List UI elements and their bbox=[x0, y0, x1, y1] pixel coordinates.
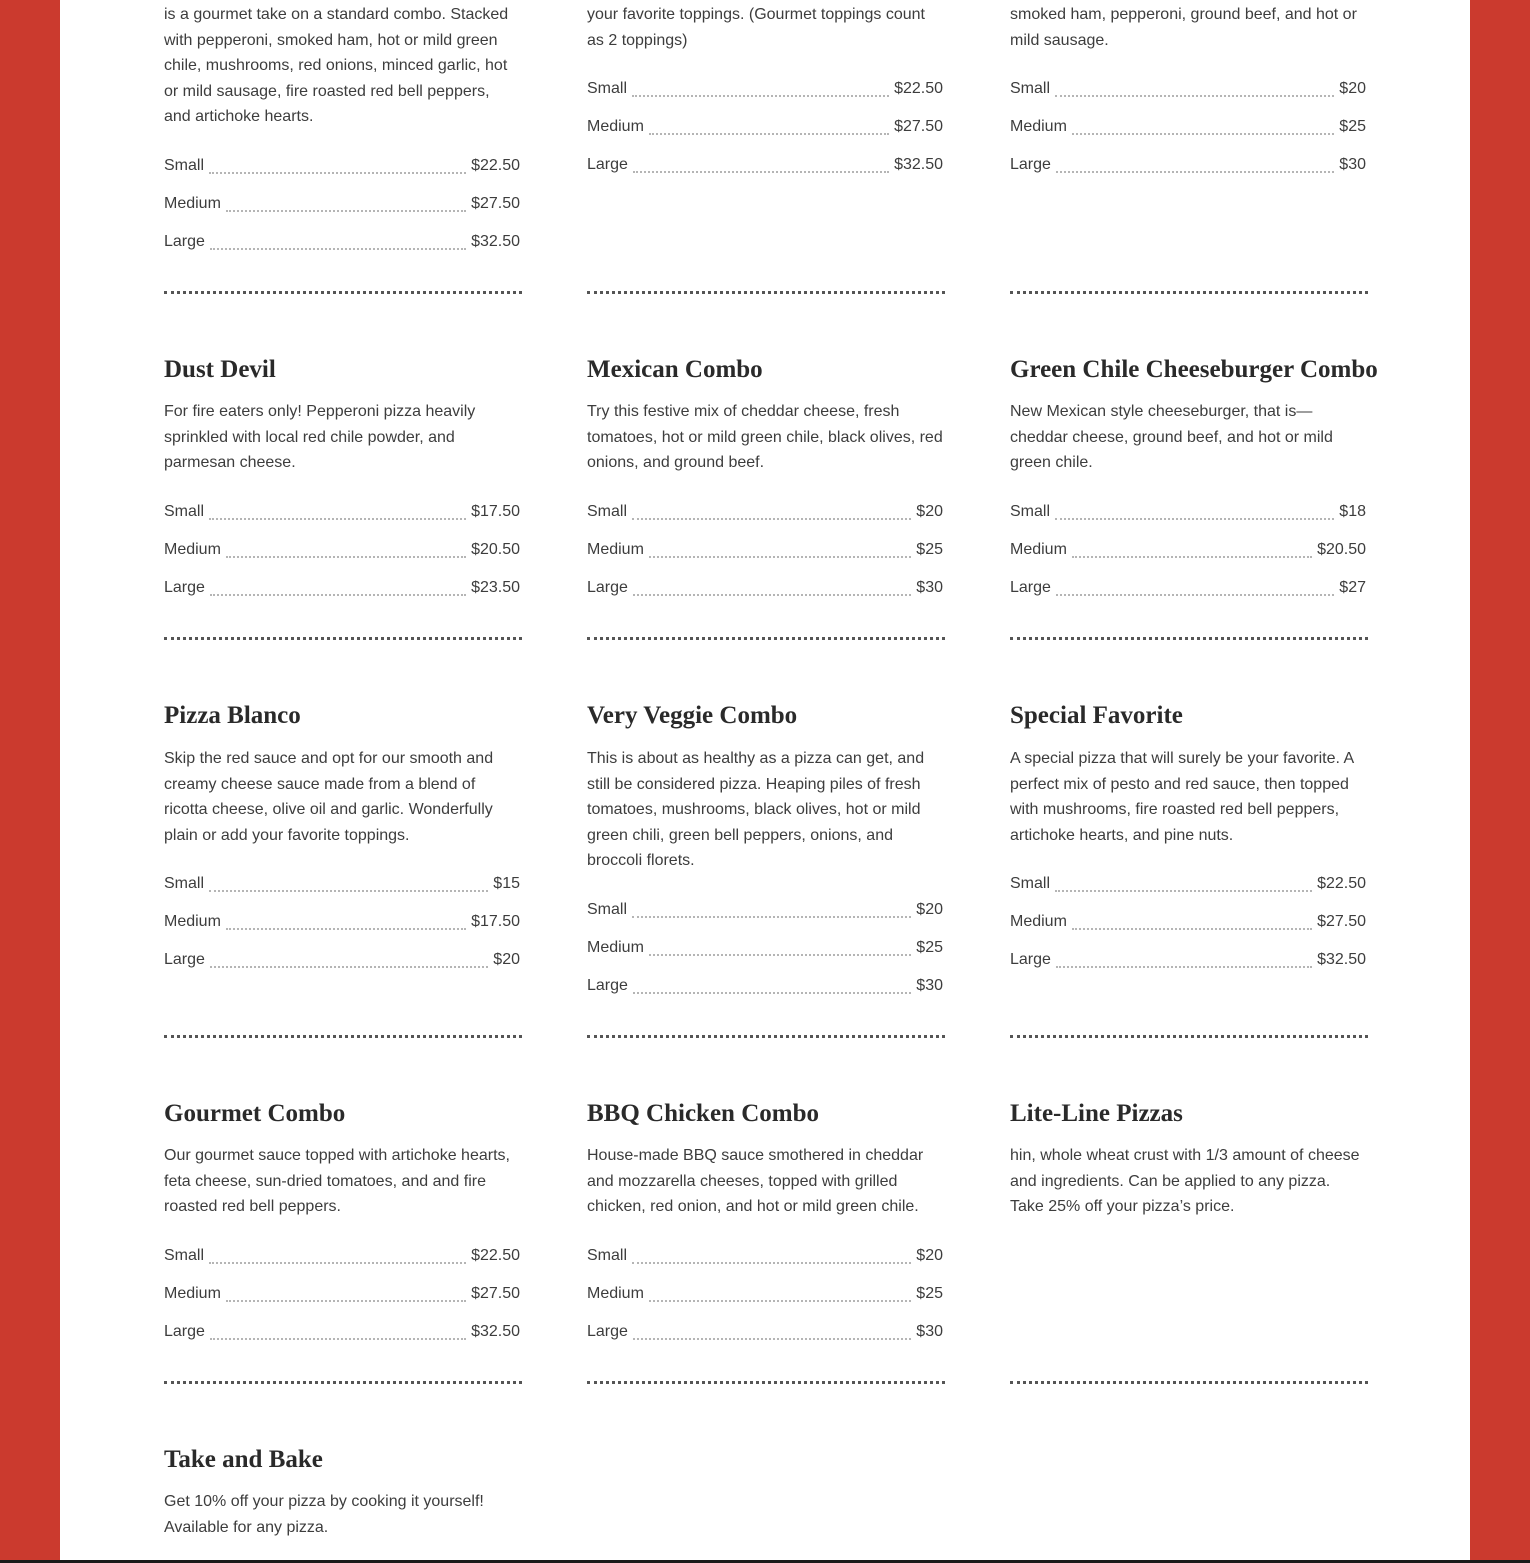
price-row-small bbox=[1010, 501, 1366, 523]
item-description: Our gourmet sauce topped with artichoke hearts, feta cheese, sun-dried tomatoes, and and fire roasted red bell peppers. bbox=[164, 1147, 510, 1215]
dot-leader bbox=[210, 966, 488, 968]
size-label: Medium bbox=[587, 1285, 644, 1302]
price-value: $20 bbox=[493, 951, 520, 968]
dot-leader bbox=[226, 210, 466, 212]
price-row-medium bbox=[164, 1283, 520, 1305]
price-value: $22.50 bbox=[1317, 875, 1366, 892]
item-description: is a gourmet take on a standard combo. Stacked with pepperoni, smoked ham, hot or mild green chile, mushrooms, red onions, minced garlic, hot or mild sausage, fire roasted red bell peppers, and artichoke hearts. bbox=[164, 6, 509, 125]
price-value: $20.50 bbox=[1317, 541, 1366, 558]
price-row-large bbox=[164, 949, 520, 971]
item-description: hin, whole wheat crust with 1/3 amount of cheese and ingredients. Can be applied to any pizza. Take 25% off your pizza’s price. bbox=[1010, 1147, 1360, 1215]
item-separator bbox=[164, 1035, 522, 1038]
size-label: Medium bbox=[1010, 541, 1067, 558]
dot-leader bbox=[649, 133, 889, 135]
item-description: House-made BBQ sauce smothered in cheddar and mozzarella cheeses, topped with grilled chicken, red onion, and hot or mild green chile. bbox=[587, 1147, 924, 1215]
menu-item bbox=[587, 1099, 943, 1340]
price-value: $15 bbox=[493, 875, 520, 892]
price-value: $32.50 bbox=[1317, 951, 1366, 968]
price-value: $25 bbox=[916, 541, 943, 558]
item-description: Try this festive mix of cheddar cheese, fresh tomatoes, hot or mild green chile, black olives, red onions, and ground beef. bbox=[587, 403, 943, 471]
price-value: $20 bbox=[916, 901, 943, 918]
price-row-large bbox=[587, 577, 943, 599]
price-row-medium bbox=[587, 1283, 943, 1305]
price-value: $30 bbox=[916, 579, 943, 596]
item-title: Dust Devil bbox=[164, 356, 276, 383]
menu-item bbox=[164, 701, 520, 968]
price-row-large bbox=[1010, 154, 1366, 176]
item-title: Lite-Line Pizzas bbox=[1010, 1100, 1183, 1127]
price-row-medium bbox=[164, 193, 520, 215]
menu-item bbox=[164, 355, 520, 596]
size-label: Medium bbox=[164, 195, 221, 212]
price-value: $17.50 bbox=[471, 913, 520, 930]
menu-item bbox=[1010, 355, 1378, 596]
price-value: $25 bbox=[916, 939, 943, 956]
item-separator bbox=[164, 1381, 522, 1384]
price-row-large bbox=[164, 231, 520, 253]
dot-leader bbox=[1056, 966, 1312, 968]
price-row-small bbox=[1010, 78, 1366, 100]
item-title: Special Favorite bbox=[1010, 702, 1183, 729]
menu-page bbox=[60, 0, 1470, 1560]
item-separator bbox=[164, 291, 522, 294]
item-description: smoked ham, pepperoni, ground beef, and hot or mild sausage. bbox=[1010, 6, 1357, 49]
price-row-large bbox=[164, 1321, 520, 1343]
item-description: This is about as healthy as a pizza can get, and still be considered pizza. Heaping piles of fresh tomatoes, mushrooms, black olives, hot or mild green chili, green bell peppers, onions, and broccoli florets. bbox=[587, 750, 925, 869]
price-row-medium bbox=[1010, 116, 1366, 138]
dot-leader bbox=[633, 1338, 911, 1340]
price-value: $20.50 bbox=[471, 541, 520, 558]
item-title: BBQ Chicken Combo bbox=[587, 1100, 819, 1127]
dot-leader bbox=[633, 594, 911, 596]
size-label: Small bbox=[164, 157, 205, 174]
size-label: Medium bbox=[587, 541, 644, 558]
size-label: Small bbox=[587, 901, 628, 918]
price-row-large bbox=[587, 154, 943, 176]
price-row-small bbox=[164, 155, 520, 177]
dot-leader bbox=[209, 518, 466, 520]
item-separator bbox=[1010, 1035, 1368, 1038]
price-row-large bbox=[1010, 577, 1366, 599]
item-separator bbox=[587, 1381, 945, 1384]
size-label: Medium bbox=[164, 913, 221, 930]
item-separator bbox=[1010, 291, 1368, 294]
price-row-small bbox=[587, 899, 943, 921]
dot-leader bbox=[210, 1338, 466, 1340]
dot-leader bbox=[1072, 133, 1334, 135]
item-description: New Mexican style cheeseburger, that is—cheddar cheese, ground beef, and hot or mild green chile. bbox=[1010, 403, 1333, 471]
size-label: Large bbox=[587, 1323, 628, 1340]
item-title: Take and Bake bbox=[164, 1446, 323, 1473]
item-title: Very Veggie Combo bbox=[587, 702, 798, 729]
dot-leader bbox=[632, 1262, 911, 1264]
price-value: $32.50 bbox=[471, 233, 520, 250]
size-label: Large bbox=[587, 156, 628, 173]
price-row-large bbox=[587, 975, 943, 997]
dot-leader bbox=[226, 556, 466, 558]
price-value: $30 bbox=[1339, 156, 1366, 173]
price-value: $22.50 bbox=[894, 80, 943, 97]
price-row-medium bbox=[164, 911, 520, 933]
item-title: Pizza Blanco bbox=[164, 702, 301, 729]
item-title: Gourmet Combo bbox=[164, 1100, 346, 1127]
menu-item bbox=[1010, 701, 1366, 968]
size-label: Large bbox=[164, 233, 205, 250]
dot-leader bbox=[226, 928, 466, 930]
dot-leader bbox=[210, 594, 466, 596]
size-label: Large bbox=[587, 579, 628, 596]
price-row-large bbox=[164, 577, 520, 599]
item-title: Green Chile Cheeseburger Combo bbox=[1010, 356, 1378, 383]
size-label: Small bbox=[164, 1247, 205, 1264]
price-row-medium bbox=[587, 116, 943, 138]
price-value: $30 bbox=[916, 1323, 943, 1340]
price-value: $30 bbox=[916, 977, 943, 994]
size-label: Large bbox=[164, 1323, 205, 1340]
dot-leader bbox=[649, 954, 911, 956]
price-row-small bbox=[587, 501, 943, 523]
size-label: Small bbox=[164, 875, 205, 892]
size-label: Small bbox=[1010, 80, 1051, 97]
dot-leader bbox=[1056, 594, 1334, 596]
dot-leader bbox=[649, 1300, 911, 1302]
price-value: $27.50 bbox=[894, 118, 943, 135]
dot-leader bbox=[633, 992, 911, 994]
dot-leader bbox=[209, 172, 466, 174]
size-label: Small bbox=[587, 503, 628, 520]
size-label: Large bbox=[1010, 579, 1051, 596]
menu-item bbox=[587, 701, 943, 994]
item-separator bbox=[1010, 637, 1368, 640]
dot-leader bbox=[1055, 518, 1334, 520]
size-label: Large bbox=[164, 579, 205, 596]
dot-leader bbox=[632, 916, 911, 918]
item-separator bbox=[1010, 1381, 1368, 1384]
price-row-large bbox=[587, 1321, 943, 1343]
price-value: $32.50 bbox=[894, 156, 943, 173]
size-label: Small bbox=[1010, 875, 1051, 892]
size-label: Medium bbox=[1010, 913, 1067, 930]
dot-leader bbox=[209, 1262, 466, 1264]
size-label: Large bbox=[164, 951, 205, 968]
size-label: Medium bbox=[164, 541, 221, 558]
price-value: $23.50 bbox=[471, 579, 520, 596]
dot-leader bbox=[1055, 95, 1334, 97]
price-row-small bbox=[1010, 873, 1366, 895]
price-row-small bbox=[164, 873, 520, 895]
size-label: Medium bbox=[587, 939, 644, 956]
menu-item bbox=[164, 1099, 520, 1340]
price-value: $27.50 bbox=[1317, 913, 1366, 930]
price-row-medium bbox=[164, 539, 520, 561]
size-label: Medium bbox=[164, 1285, 221, 1302]
item-description: your favorite toppings. (Gourmet toppings count as 2 toppings) bbox=[587, 6, 925, 49]
size-label: Large bbox=[1010, 951, 1051, 968]
price-value: $27.50 bbox=[471, 1285, 520, 1302]
price-value: $18 bbox=[1339, 503, 1366, 520]
item-description: Skip the red sauce and opt for our smooth and creamy cheese sauce made from a blend of ricotta cheese, olive oil and garlic. Wonderfully plain or add your favorite toppings. bbox=[164, 750, 494, 844]
item-description: A special pizza that will surely be your favorite. A perfect mix of pesto and red sauce, then topped with mushrooms, fire roasted red bell peppers, artichoke hearts, and pine nuts. bbox=[1010, 750, 1354, 844]
menu-item bbox=[164, 1445, 520, 1536]
price-value: $20 bbox=[916, 1247, 943, 1264]
dot-leader bbox=[1055, 890, 1312, 892]
price-row-small bbox=[587, 78, 943, 100]
item-separator bbox=[164, 637, 522, 640]
price-value: $22.50 bbox=[471, 1247, 520, 1264]
size-label: Small bbox=[587, 80, 628, 97]
price-value: $25 bbox=[1339, 118, 1366, 135]
dot-leader bbox=[1072, 556, 1312, 558]
item-description: Get 10% off your pizza by cooking it yourself! Available for any pizza. bbox=[164, 1493, 484, 1536]
price-value: $17.50 bbox=[471, 503, 520, 520]
size-label: Medium bbox=[1010, 118, 1067, 135]
price-value: $27.50 bbox=[471, 195, 520, 212]
dot-leader bbox=[209, 890, 488, 892]
item-description: For fire eaters only! Pepperoni pizza heavily sprinkled with local red chile powder, and parmesan cheese. bbox=[164, 403, 476, 471]
dot-leader bbox=[210, 248, 466, 250]
item-separator bbox=[587, 637, 945, 640]
dot-leader bbox=[1072, 928, 1312, 930]
size-label: Small bbox=[587, 1247, 628, 1264]
dot-leader bbox=[632, 518, 911, 520]
price-value: $22.50 bbox=[471, 157, 520, 174]
price-value: $25 bbox=[916, 1285, 943, 1302]
price-value: $27 bbox=[1339, 579, 1366, 596]
price-row-medium bbox=[1010, 911, 1366, 933]
price-row-small bbox=[164, 501, 520, 523]
price-row-medium bbox=[587, 937, 943, 959]
price-value: $32.50 bbox=[471, 1323, 520, 1340]
price-value: $20 bbox=[1339, 80, 1366, 97]
size-label: Small bbox=[1010, 503, 1051, 520]
menu-item bbox=[587, 355, 943, 596]
dot-leader bbox=[1056, 171, 1334, 173]
price-row-large bbox=[1010, 949, 1366, 971]
size-label: Large bbox=[1010, 156, 1051, 173]
size-label: Large bbox=[587, 977, 628, 994]
item-title: Mexican Combo bbox=[587, 356, 763, 383]
price-row-small bbox=[587, 1245, 943, 1267]
menu-item bbox=[1010, 1099, 1366, 1215]
item-separator bbox=[587, 1035, 945, 1038]
price-value: $20 bbox=[916, 503, 943, 520]
price-row-medium bbox=[587, 539, 943, 561]
dot-leader bbox=[649, 556, 911, 558]
price-row-small bbox=[164, 1245, 520, 1267]
size-label: Small bbox=[164, 503, 205, 520]
dot-leader bbox=[633, 171, 889, 173]
price-row-medium bbox=[1010, 539, 1366, 561]
dot-leader bbox=[632, 95, 889, 97]
dot-leader bbox=[226, 1300, 466, 1302]
item-separator bbox=[587, 291, 945, 294]
size-label: Medium bbox=[587, 118, 644, 135]
